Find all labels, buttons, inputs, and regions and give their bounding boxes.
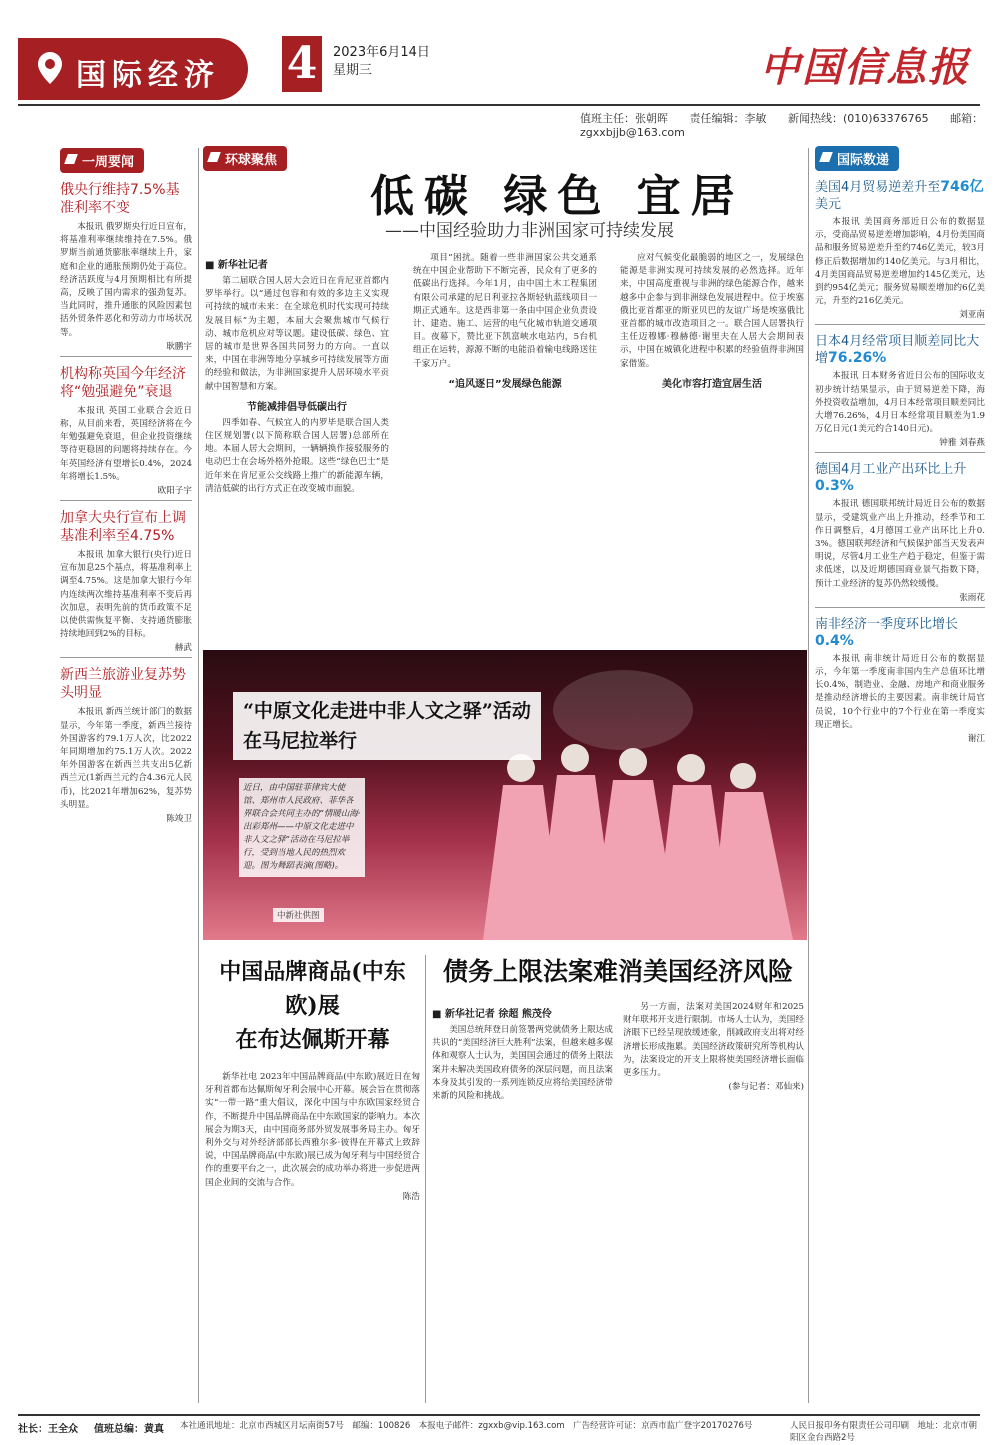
editor-2: 责任编辑：李敏 — [689, 112, 767, 125]
footer-printer: 人民日报印务有限责任公司印刷 地址：北京市朝阳区金台西路2号 — [790, 1421, 978, 1443]
chief-editor: 值班总编：黄真 — [94, 1424, 164, 1435]
news-title: 新西兰旅游业复苏势头明显 — [60, 667, 186, 702]
data-byline: 刘亚南 — [959, 310, 985, 321]
footer-address: 本社通讯地址：北京市西城区月坛南街57号 邮编：100826 本报电子邮件：zgxxb@vip.163.com 广告经营许可证：京西市监广登字20170276号 — [180, 1421, 753, 1431]
section-banner — [18, 38, 248, 100]
editor-credits — [580, 110, 1000, 139]
feature-subhead: “追风逐日”发展绿色能源 — [448, 378, 562, 390]
column-rule — [198, 148, 199, 1403]
data-highlight: 0.4% — [815, 632, 854, 649]
photo-headline-line-1: “中原文化走进中非人文之驿”活动 — [243, 700, 531, 722]
divider — [60, 356, 192, 357]
divider — [815, 452, 985, 453]
feature-headline: 低碳 绿色 宜居 — [370, 171, 745, 222]
news-byline: 赫武 — [174, 643, 192, 654]
data-column — [815, 146, 985, 748]
news-body: 本报讯 新西兰统计部门的数据显示，今年第一季度，新西兰接待外国游客约79.1万人次，比2022年同期增加约75.1万人次。2022年外国游客在新西兰共支出5亿新西兰元(1新西兰元约合4.36元人民币)，比2021年增加62%，复苏势头明显。 — [60, 707, 192, 810]
issue-date — [333, 44, 430, 80]
news-body: 本报讯 俄罗斯央行近日宣布，将基准利率继续维持在7.5%。俄罗斯当前通货膨胀率继续上升，家庭和企业的通胀预期仍处于高位。经济活跃度与4月预期相比有所提高，反映了国内需求的强劲复苏。当此同时，推升通胀的风险因素包括外贸条件恶化和劳动力市场状况等。 — [60, 222, 192, 338]
feature-text: 第二届联合国人居大会近日在肯尼亚首都内罗毕举行。以“通过包容和有效的多边主义实现可持续的城市未来：在全球危机时代实现可持续发展目标”为主题，本届大会聚焦城市气候行动、城市危机应对等议题。建设低碳、绿色、宜居的城市是世界各国共同努力的方向。一直以来，中国在非洲等地分享城乡可持续发展等方面的经验和做法，为非洲国家提升人居环境水平贡献中国智慧和方案。 — [205, 276, 389, 392]
news-body: 本报讯 加拿大银行(央行)近日宣布加息25个基点，将基准利率上调至4.75%。这是加拿大银行今年内连续两次维持基准利率不变后再次加息，表明先前的货币政策不足以使供需恢复平衡、支持通货膨胀持续地回到2%的目标。 — [60, 550, 192, 640]
data-title-text: 德国4月工业产出环比上升 — [815, 462, 967, 478]
weekly-news-tag: 一周要闻 — [60, 148, 144, 173]
data-highlight: 76.26% — [828, 350, 887, 367]
debt-byline: ■ 新华社记者 徐超 熊茂伶 — [432, 1009, 552, 1020]
global-focus-tag: 环球聚焦 — [203, 146, 287, 171]
column-rule — [808, 148, 809, 1403]
data-byline: 张雨花 — [959, 592, 985, 603]
debt-text: 美国总统拜登日前签署两党就债务上限达成共识的“美国经济巨大胜利”法案，但越来越多媒体和观察人士认为，美国国会通过的债务上限法案并未解决美国政府债务的深层问题，而且法案本身及其引发的一系列连锁反应将给美国经济带来新的风险和挑战。 — [432, 1025, 613, 1102]
expo-headline-2: 在布达佩斯开幕 — [235, 1027, 390, 1053]
data-title-text: 南非经济一季度环比增长 — [815, 616, 959, 632]
feature-subhead: 节能减排倡导低碳出行 — [247, 401, 347, 413]
weekday-text: 星期三 — [333, 63, 373, 78]
debt-article — [432, 955, 804, 1103]
photo-credit: 中新社供图 — [273, 908, 324, 922]
debt-column-2 — [623, 1001, 804, 1103]
data-title — [815, 179, 985, 213]
section-title: 国际经济 — [76, 58, 220, 93]
column-rule — [425, 955, 426, 1403]
news-byline: 欧阳子宇 — [157, 486, 192, 497]
page-footer — [18, 1414, 980, 1444]
news-body: 本报讯 英国工业联合会近日称，从目前来看，英国经济将在今年勉强避免衰退，但企业投资继续等待更稳固的问题将持续存在。今年英国经济有望增长0.4%，2024年将增长1.5%。 — [60, 405, 192, 482]
data-tag: 国际数递 — [815, 146, 899, 171]
footer-row — [18, 1420, 980, 1444]
expo-headline-1: 中国品牌商品(中东欧)展 — [219, 959, 406, 1019]
expo-text: 新华社电 2023年中国品牌商品(中东欧)展近日在匈牙利首都布达佩斯匈牙利会展中心开幕。展会旨在贯彻落实“一带一路”重大倡议，深化中国与中东欧国家经贸合作，不断提升中国品牌商品在中东欧国家的影响力。本次展会为期3天，由中国商务部外贸发展事务局主办。匈牙利外交与对外经济部部长西雅尔多·彼得在开幕式上致辞说，中国品牌商品(中东欧)展已成为匈牙利与中国经贸合作的重要平台之一，此次展会的成功举办将进一步促进两国企业间的交流与合作。 — [205, 1072, 420, 1188]
feature-column-1 — [205, 252, 389, 496]
data-title — [815, 333, 985, 367]
debt-text: 另一方面，法案对美国2024财年和2025财年联邦开支进行限制。市场人士认为，美国经济眼下已经呈现放缓迹象，削减政府支出将对经济增长形成拖累。美国经济政策研究所等机构认为，法案设定的开支上限将使美国经济增长面临更多压力。 — [623, 1002, 804, 1079]
data-byline: 谢江 — [967, 734, 985, 745]
data-highlight: 746亿 — [940, 179, 984, 195]
data-highlight: 0.3% — [815, 478, 854, 495]
photo-headline-line-2: 在马尼拉举行 — [243, 730, 358, 752]
location-pin-icon — [38, 52, 62, 84]
divider — [60, 657, 192, 658]
data-title-suffix: 美元 — [815, 197, 842, 212]
data-text: 本报讯 日本财务省近日公布的国际收支初步统计结果显示，由于贸易逆差下降，海外投资收益增加，4月日本经常项目顺差同比大增76.26%，4月日本经常项目顺差为1.9万亿日元(1美元约合140日元)。 — [815, 371, 985, 435]
news-byline: 耿鹏宇 — [166, 341, 192, 352]
debt-headline: 债务上限法案难消美国经济风险 — [442, 957, 793, 986]
feature-column-3 — [620, 252, 804, 394]
expo-article — [205, 955, 420, 1206]
header-rule — [18, 104, 980, 106]
photo-headline — [233, 692, 541, 760]
debt-columns — [432, 1001, 804, 1103]
dance-performance-photo — [203, 650, 807, 940]
newspaper-logo: 中国信息报 — [760, 44, 970, 91]
divider — [815, 607, 985, 608]
publisher: 社长：王全众 — [18, 1424, 78, 1435]
feature-column-2 — [413, 252, 597, 394]
hotline: 新闻热线：(010)63376765 — [788, 112, 929, 125]
expo-byline: 陈浩 — [402, 1191, 420, 1202]
feature-text: 项目”困扰。随着一些非洲国家公共交通系统在中国企业帮助下不断完善，民众有了更多的低碳出行选择。今年1月，由中国土木工程集团有限公司承建的尼日利亚拉各斯轻轨蓝线项目一期正式通车。这是西非第一条由中国企业负责设计、建造、施工、运营的电气化城市轨道交通项目。夜幕下，赞比亚下凯富峡水电站内，5台机组正在运转，源源不断的电能沿着输电线路送往千家万户。 — [413, 253, 597, 369]
debt-byline-2: (参与记者：邓仙来) — [728, 1082, 804, 1093]
debt-column-1 — [432, 1001, 613, 1103]
data-text: 本报讯 德国联邦统计局近日公布的数据显示，受建筑业产出上升推动，经季节和工作日调整后，4月德国工业产出环比上升0.3%。德国联邦经济和气候保护部当天发表声明说，尽管4月工业生产趋于稳定，但鉴于需求低迷，以及近期德国商业景气指数下降，预计工业经济的复苏仍然较缓慢。 — [815, 499, 985, 589]
data-title — [815, 461, 985, 495]
feature-text: 应对气候变化最脆弱的地区之一，发展绿色能源是非洲实现可持续发展的必然选择。近年来，中国高度重视与非洲的绿色能源合作，越来越多中企参与到非洲绿色发展进程中。位于埃塞俄比亚首都亚的斯亚贝巴的友谊广场是埃塞俄比亚首都的城市改造项目之一。联合国人居署执行主任迈穆娜·穆赫德·谢里夫在人居大会期间表示，中国在城镇化进程中积累的经验值得非洲国家借鉴。 — [620, 253, 804, 369]
data-text: 本报讯 南非统计局近日公布的数据显示，今年第一季度南非国内生产总值环比增长0.4%，制造业、金融、房地产和商业服务是推动经济增长的主要因素。南非统计局官员说，10个行业中的7个行业在第一季度实现正增长。 — [815, 653, 985, 730]
data-title-text: 美国4月贸易逆差升至 — [815, 180, 941, 195]
email: 邮箱：zgxxbjjb@163.com — [580, 112, 984, 139]
divider — [815, 324, 985, 325]
data-title-text: 日本4月经常项目顺差同比大增 — [815, 334, 980, 367]
feature-text: 四季如春、气候宜人的内罗毕是联合国人类住区规划署(以下简称联合国人居署)总部所在地。本届人居大会期间，一辆辆换作接驳服务的电动巴士在会场外格外抢眼。这些“绿色巴士”是近年来在肯尼亚公交线路上推广的新能源车辆，清洁低碳的出行方式正在改变城市面貌。 — [205, 417, 389, 494]
data-text: 本报讯 美国商务部近日公布的数据显示，受商品贸易逆差增加影响，4月份美国商品和服务贸易逆差升至约746亿美元，较3月修正后数据增加约140亿美元。与3月相比，4月美国商品贸易逆差增加约145亿美元，达到约954亿美元；服务贸易顺差增加约6亿美元，升至约216亿美元。 — [815, 217, 985, 307]
divider — [60, 500, 192, 501]
news-title: 机构称英国今年经济将“勉强避免”衰退 — [60, 365, 186, 400]
weekly-news-column — [60, 148, 192, 828]
photo-caption: 近日，由中国驻菲律宾大使馆、郑州市人民政府、菲华各界联合会共同主办的“情暖山海·出彩郑州——中原文化走进中非人文之驿”活动在马尼拉举行，受到当地人民的热烈欢迎。图为舞蹈表演(图略)。 — [239, 778, 365, 877]
data-byline: 钟雅 刘春燕 — [939, 438, 985, 449]
page-number: 4 — [282, 36, 322, 92]
news-title: 加拿大央行宣布上调基准利率至4.75% — [60, 510, 186, 545]
feature-subheadline: ——中国经验助力非洲国家可持续发展 — [385, 221, 674, 241]
data-title — [815, 616, 985, 650]
news-byline: 陈竣卫 — [166, 814, 192, 825]
feature-subhead: 美化市容打造宜居生活 — [662, 378, 762, 390]
news-title: 俄央行维持7.5%基准利率不变 — [60, 182, 180, 216]
editor-1: 值班主任：张朝晖 — [580, 112, 668, 125]
date-text: 2023年6月14日 — [333, 45, 430, 60]
feature-byline: ■ 新华社记者 — [205, 260, 268, 271]
